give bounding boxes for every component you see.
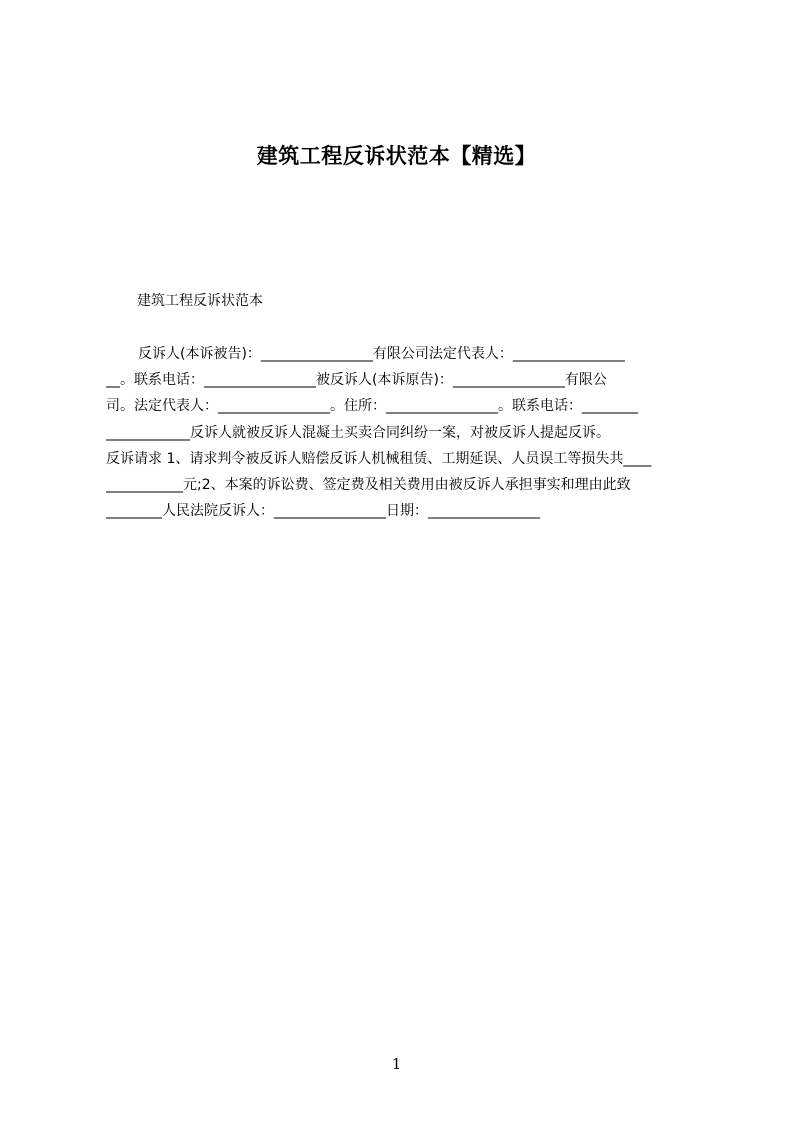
- document-title: 建筑工程反诉状范本【精选】: [256, 144, 537, 168]
- body-line: 反诉人(本诉被告)：________________有限公司法定代表人：________________: [138, 346, 625, 362]
- document-subtitle: 建筑工程反诉状范本: [137, 293, 263, 309]
- body-line: ___________元;2、本案的诉讼费、签定费及相关费用由被反诉人承担事实和理由此致: [106, 476, 631, 493]
- body-line: __。联系电话：________________被反诉人(本诉原告)：________________有限公: [106, 372, 607, 389]
- body-line: ________人民法院反诉人：________________日期：________________: [106, 503, 540, 520]
- page-number: 1: [391, 1055, 402, 1073]
- document-body: [106, 341, 696, 531]
- body-line: 反诉请求 1、请求判令被反诉人赔偿反诉人机械租赁、工期延误、人员误工等损失共____: [106, 450, 652, 467]
- body-line: 司。法定代表人：________________。住所：________________。联系电话：________: [106, 398, 638, 415]
- body-line: ____________反诉人就被反诉人混凝土买卖合同纠纷一案，对被反诉人提起反诉。: [106, 424, 610, 441]
